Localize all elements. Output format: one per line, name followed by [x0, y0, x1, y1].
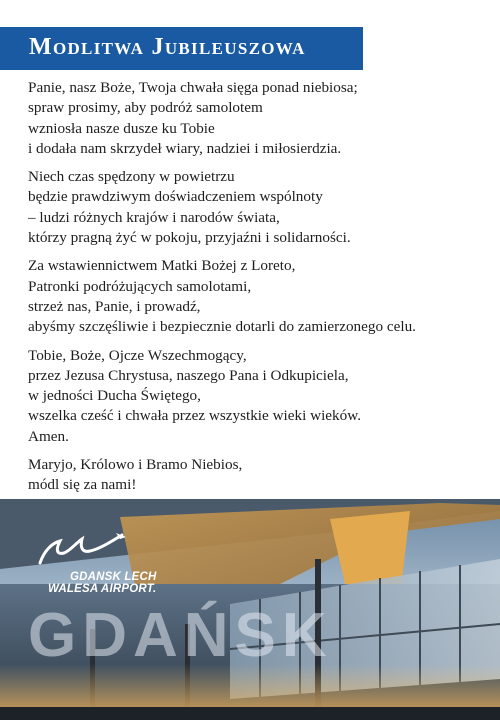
logo-text-line2: WALESA AIRPORT. [48, 583, 157, 595]
building-sign: GDAŃSK [28, 601, 333, 670]
prayer-line: Tobie, Boże, Ojcze Wszechmogący, [28, 346, 247, 364]
prayer-line: Za wstawiennictwem Matki Bożej z Loreto, [28, 257, 296, 275]
prayer-line: wszelka cześć i chwała przez wszystkie wieki wieków. [28, 407, 361, 425]
airport-logo [30, 531, 180, 601]
prayer-line: w jedności Ducha Świętego, [28, 387, 201, 405]
prayer-line: wzniosła nasze dusze ku Tobie [28, 119, 215, 137]
prayer-line: Patronki podróżujących samolotami, [28, 277, 252, 295]
airport-logo-mark-icon [30, 531, 130, 573]
prayer-line: Maryjo, Królowo i Bramo Niebios, [28, 456, 243, 474]
prayer-line: strzeż nas, Panie, i prowadź, [28, 297, 201, 315]
prayer-stanza [28, 78, 490, 159]
prayer-line: przez Jezusa Chrystusa, naszego Pana i Odkupiciela, [28, 366, 349, 384]
prayer-line: będzie prawdziwym doświadczeniem wspólnoty [28, 188, 323, 206]
prayer-stanza [28, 167, 490, 248]
logo-text-line1: GDANSK LECH [70, 571, 157, 583]
prayer-line: i dodała nam skrzydeł wiary, nadziei i miłosierdzia. [28, 139, 342, 157]
prayer-line: abyśmy szczęśliwie i bezpiecznie dotarli do zamierzonego celu. [28, 318, 416, 336]
prayer-stanza [28, 346, 490, 447]
prayer-line: módl się za nami! [28, 476, 137, 494]
prayer-line: Niech czas spędzony w powietrzu [28, 168, 235, 186]
prayer-line: spraw prosimy, aby podróż samolotem [28, 99, 263, 117]
prayer-stanza [28, 256, 490, 337]
prayer-stanza [28, 455, 490, 496]
prayer-line: Panie, nasz Boże, Twoja chwała sięga ponad niebiosa; [28, 79, 358, 96]
prayer-line: – ludzi różnych krajów i narodów świata, [28, 208, 280, 226]
prayer-line: Amen. [28, 427, 69, 445]
prayer-line: którzy pragną żyć w pokoju, przyjaźni i solidarności. [28, 229, 351, 247]
prayer-text [28, 78, 490, 504]
page-title: Modlitwa Jubileuszowa [29, 34, 306, 60]
